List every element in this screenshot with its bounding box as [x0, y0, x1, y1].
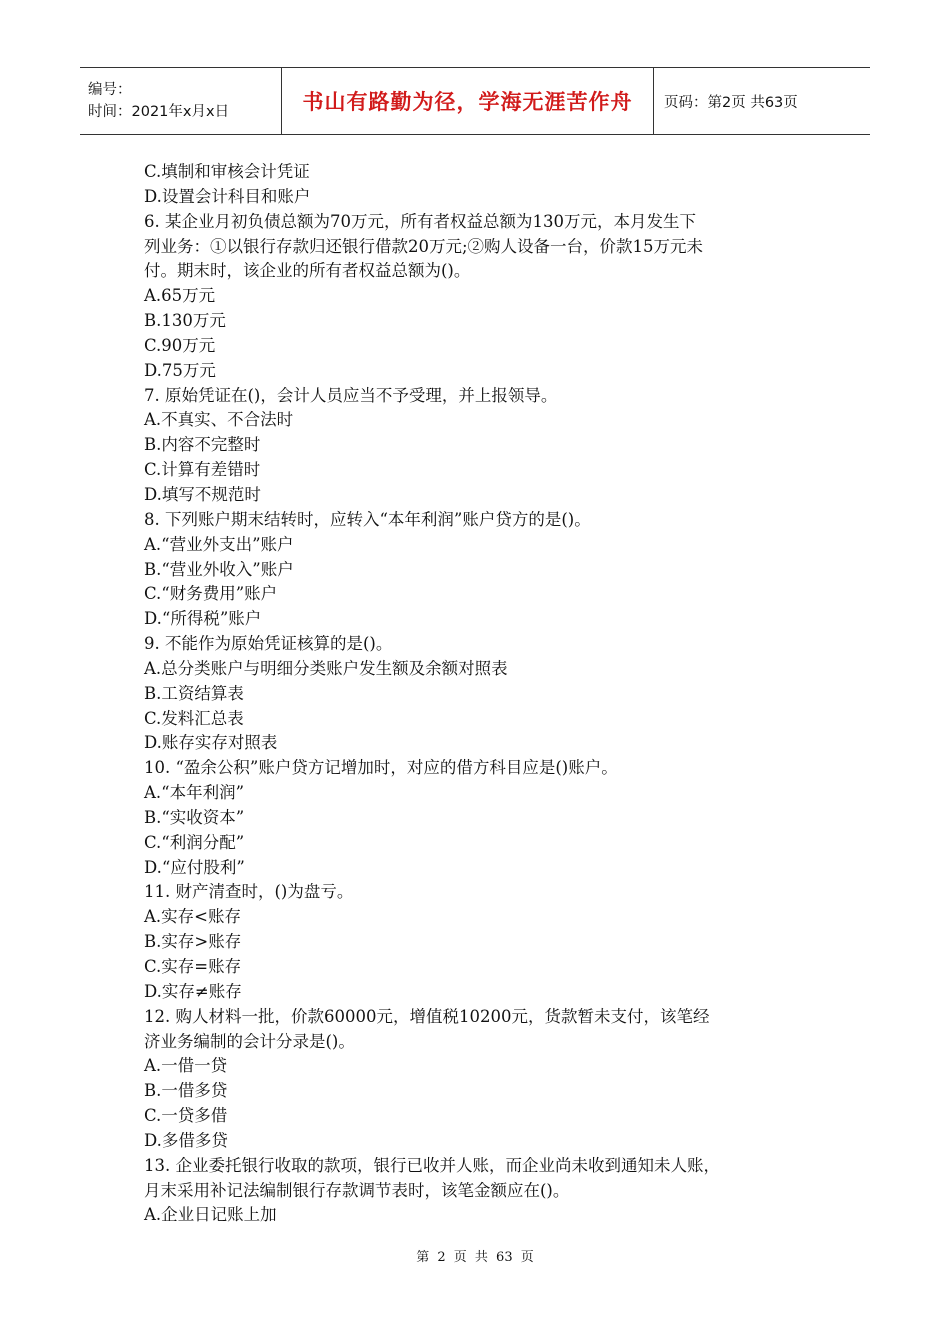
text-line: B.130万元: [144, 311, 226, 331]
text-line: B.“实收资本”: [144, 807, 245, 827]
text-line: 济业务编制的会计分录是()。: [144, 1031, 355, 1051]
text-line: B.“营业外收入”账户: [144, 559, 294, 579]
header-page-cell: [654, 68, 870, 134]
text-line: D.填写不规范时: [144, 484, 261, 504]
text-line: A.“本年利润”: [144, 783, 245, 803]
text-line: 12. 购人材料一批，价款60000元，增值税10200元，货款暂未支付，该笔经: [144, 1006, 710, 1026]
text-line: D.多借多贷: [144, 1130, 228, 1150]
text-line: A.一借一贷: [144, 1056, 228, 1076]
text-line: 月末采用补记法编制银行存款调节表时，该笔金额应在()。: [144, 1180, 570, 1200]
text-line: D.实存≠账存: [144, 981, 242, 1001]
text-line: D.75万元: [144, 360, 216, 380]
text-line: B.工资结算表: [144, 683, 244, 703]
text-line: 7. 原始凭证在()，会计人员应当不予受理，并上报领导。: [144, 385, 558, 405]
text-line: A.不真实、不合法时: [144, 410, 294, 430]
question-body: [144, 160, 824, 1228]
text-line: D.设置会计科目和账户: [144, 186, 311, 206]
text-line: C.90万元: [144, 335, 216, 355]
page-header: [80, 67, 870, 135]
text-line: D.“应付股利”: [144, 857, 245, 877]
text-line: C.实存=账存: [144, 957, 242, 976]
text-line: 列业务：①以银行存款归还银行借款20万元;②购人设备一台，价款15万元未: [144, 236, 704, 256]
text-line: B.实存>账存: [144, 932, 242, 952]
header-motto: 书山有路勤为径，学海无涯苦作舟: [302, 90, 633, 114]
document-number-label: 编号：: [88, 82, 132, 98]
text-line: D.“所得税”账户: [144, 609, 262, 629]
text-line: D.账存实存对照表: [144, 733, 278, 753]
text-line: A.实存<账存: [144, 907, 241, 927]
document-time-label: 时间：2021年x月x日: [88, 104, 230, 120]
text-line: B.内容不完整时: [144, 435, 261, 455]
text-line: C.计算有差错时: [144, 460, 261, 480]
text-line: 11. 财产清查时，()为盘亏。: [144, 882, 354, 902]
text-line: C.“利润分配”: [144, 832, 245, 852]
text-line: A.企业日记账上加: [144, 1205, 277, 1225]
text-line: A.65万元: [144, 286, 216, 306]
text-line: A.“营业外支出”账户: [144, 534, 294, 554]
page-footer: 第 2 页 共 63 页: [416, 1250, 534, 1265]
text-line: B.一借多贷: [144, 1081, 228, 1101]
header-page-label: 页码：第2页 共63页: [664, 94, 798, 111]
text-line: 9. 不能作为原始凭证核算的是()。: [144, 634, 393, 654]
text-line: 13. 企业委托银行收取的款项，银行已收并人账，而企业尚未收到通知未人账，: [144, 1155, 720, 1175]
header-motto-cell: [282, 68, 654, 134]
text-line: C.填制和审核会计凭证: [144, 162, 310, 181]
text-line: C.一贷多借: [144, 1106, 228, 1126]
text-line: 8. 下列账户期末结转时，应转入“本年利润”账户贷方的是()。: [144, 509, 591, 529]
text-line: A.总分类账户与明细分类账户发生额及余额对照表: [144, 658, 508, 678]
text-line: 6. 某企业月初负债总额为70万元，所有者权益总额为130万元，本月发生下: [144, 211, 696, 231]
text-line: C.“财务费用”账户: [144, 584, 278, 604]
text-line: 付。期末时，该企业的所有者权益总额为()。: [144, 261, 471, 281]
text-line: 10. “盈余公积”账户贷方记增加时，对应的借方科目应是()账户。: [144, 758, 618, 778]
text-line: C.发料汇总表: [144, 708, 244, 728]
header-meta: [80, 68, 282, 134]
